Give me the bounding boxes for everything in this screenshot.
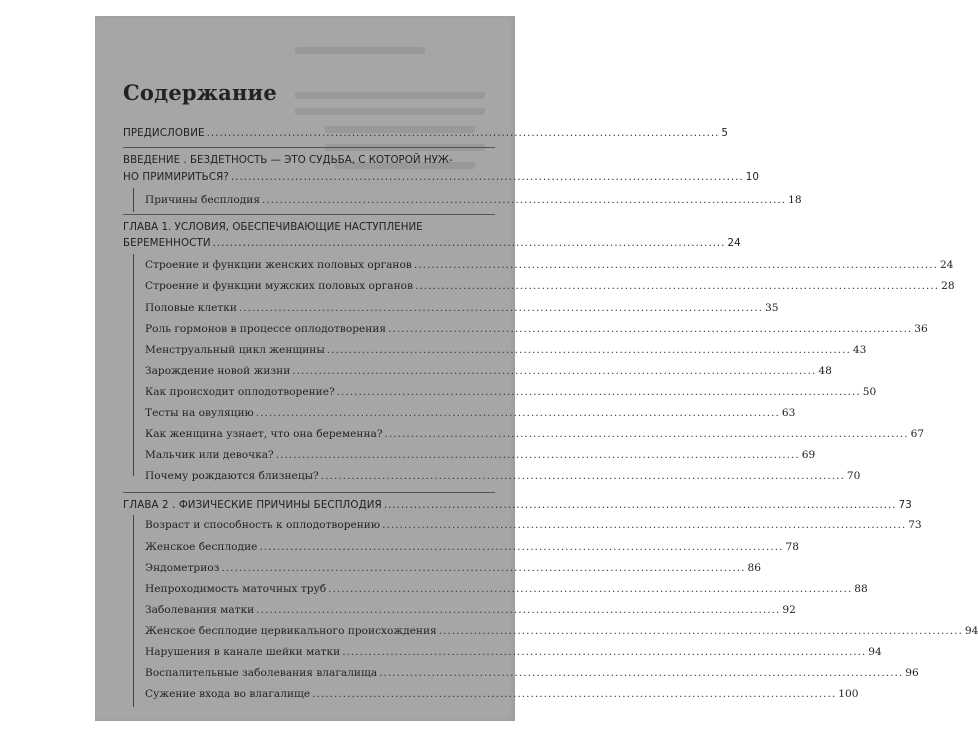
dot-leader: ........................................................................................................................ [326,344,851,356]
toc-entry-page: 86 [747,562,762,574]
toc-entry-label: Воспалительные заболевания влагалища [145,667,378,679]
toc-entry-page: 88 [854,583,868,595]
toc-entry-label: Роль гормонов в процессе оплодотворения [145,323,387,335]
page-title: Содержание [123,80,277,105]
toc-section [145,259,954,271]
toc-chapter1-line1: ГЛАВА 1. УСЛОВИЯ, ОБЕСПЕЧИВАЮЩИЕ НАСТУПЛЕНИЕ [123,221,423,233]
dot-leader: ........................................................................................................................ [262,194,787,206]
toc-entry-page: 48 [818,365,832,377]
dot-leader: ........................................................................................................................ [292,365,817,377]
toc-entry-label: Женское бесплодие [145,541,258,553]
toc-entry-page: 63 [781,407,796,419]
dot-leader: ........................................................................................................................ [328,583,853,595]
toc-entry-label: Почему рождаются близнецы? [145,470,319,482]
toc-intro-line1: ВВЕДЕНИЕ . БЕЗДЕТНОСТЬ — ЭТО СУДЬБА, С КОТОРОЙ НУЖ- [123,154,453,166]
toc-entry-label: Мальчик или девочка? [145,449,274,461]
toc-entry-label: Причины бесплодия [145,194,261,206]
dot-leader: ........................................................................................................................ [336,386,861,398]
toc-entry-label: Половые клетки [145,302,237,314]
dot-leader: ........................................................................................................................ [388,323,913,335]
dot-leader: ........................................................................................................................ [384,428,909,440]
toc-entry-page: 100 [838,688,859,700]
toc-section [145,541,799,553]
toc-entry-page: 10 [745,171,760,183]
toc-entry-label: Сужение входа во влагалище [145,688,311,700]
section-divider [123,147,495,148]
toc-section [145,667,919,679]
toc-section [145,344,867,356]
toc-entry-chapter2 [123,499,912,511]
toc-section [145,449,816,461]
dot-leader: ........................................................................................................................ [320,470,845,482]
dot-leader: ........................................................................................................................ [275,449,800,461]
section-divider [123,492,495,493]
dot-leader: ........................................................................................................................ [342,646,867,658]
toc-section [145,519,922,531]
toc-section [145,688,859,700]
dot-leader: ........................................................................................................................ [256,604,781,616]
toc-entry-page: 69 [801,449,816,461]
dot-leader: ........................................................................................................................ [212,237,726,249]
toc-entry-label: Как женщина узнает, что она беременна? [145,428,383,440]
dot-leader: ........................................................................................................................ [383,499,897,511]
toc-entry-label: НО ПРИМИРИТЬСЯ? [123,171,229,183]
toc-section [145,365,832,377]
toc-section [145,407,796,419]
toc-entry-label: Тесты на овуляцию [145,407,254,419]
toc-section [145,562,762,574]
toc-entry-page: 24 [939,259,954,271]
toc-entry-label: ПРЕДИСЛОВИЕ [123,127,205,139]
toc-entry-page: 36 [914,323,928,335]
toc-entry-page: 92 [782,604,796,616]
toc-entry-page: 24 [727,237,741,249]
dot-leader: ........................................................................................................................ [312,688,837,700]
toc-entry-label: Непроходимость маточных труб [145,583,327,595]
section-bracket [133,515,134,707]
toc-entry-page: 50 [862,386,877,398]
toc-entry-page: 18 [788,194,802,206]
dot-leader: ........................................................................................................................ [259,541,784,553]
toc-entry-page: 96 [905,667,919,679]
book-page [95,16,978,721]
dot-leader: ........................................................................................................................ [414,280,940,292]
toc-section [145,646,882,658]
toc-entry-intro [123,171,760,183]
toc-section [145,583,868,595]
dot-leader: ........................................................................................................................ [413,259,938,271]
toc-entry-page: 78 [785,541,799,553]
toc-entry-page: 35 [765,302,779,314]
toc-entry-label: ГЛАВА 2 . ФИЗИЧЕСКИЕ ПРИЧИНЫ БЕСПЛОДИЯ [123,499,382,511]
dot-leader: ........................................................................................................................ [221,562,746,574]
dot-leader: ........................................................................................................................ [438,625,963,637]
toc-entry-label: Строение и функции женских половых органов [145,259,412,271]
toc-section [145,625,978,637]
toc-section [145,470,861,482]
section-bracket [133,254,134,476]
toc-entry-page: 28 [941,280,955,292]
toc-entry-page: 94 [964,625,978,637]
toc-entry-label: Заболевания матки [145,604,255,616]
dot-leader: ........................................................................................................................ [382,519,907,531]
toc-entry-label: Зарождение новой жизни [145,365,291,377]
toc-entry-label: Женское бесплодие цервикального происхождения [145,625,437,637]
toc-entry-page: 94 [868,646,882,658]
dot-leader: ........................................................................................................................ [238,302,764,314]
toc-entry-label: Нарушения в канале шейки матки [145,646,341,658]
dot-leader: ........................................................................................................................ [230,171,744,183]
toc-section-causes [145,194,802,206]
toc-entry-label: Эндометриоз [145,562,220,574]
toc-entry-chapter1 [123,237,741,249]
toc-section [145,280,955,292]
toc-entry-page: 67 [910,428,925,440]
toc-section [145,386,877,398]
toc-entry-page: 70 [846,470,861,482]
toc-section [145,323,928,335]
toc-entry-preface [123,127,729,139]
toc-entry-page: 73 [898,499,912,511]
toc-section [145,302,779,314]
dot-leader: ........................................................................................................................ [379,667,904,679]
section-divider [123,214,495,215]
section-bracket [133,188,134,212]
toc-entry-label: Возраст и способность к оплодотворению [145,519,381,531]
toc-section [145,604,796,616]
toc-entry-page: 43 [852,344,867,356]
toc-entry-label: БЕРЕМЕННОСТИ [123,237,211,249]
dot-leader: ........................................................................................................................ [206,127,720,139]
toc-entry-page: 73 [908,519,922,531]
toc-entry-label: Строение и функции мужских половых органов [145,280,413,292]
toc-entry-label: Как происходит оплодотворение? [145,386,335,398]
toc-entry-label: Менструальный цикл женщины [145,344,325,356]
toc-section [145,428,925,440]
dot-leader: ........................................................................................................................ [255,407,780,419]
toc-entry-page: 5 [721,127,729,139]
